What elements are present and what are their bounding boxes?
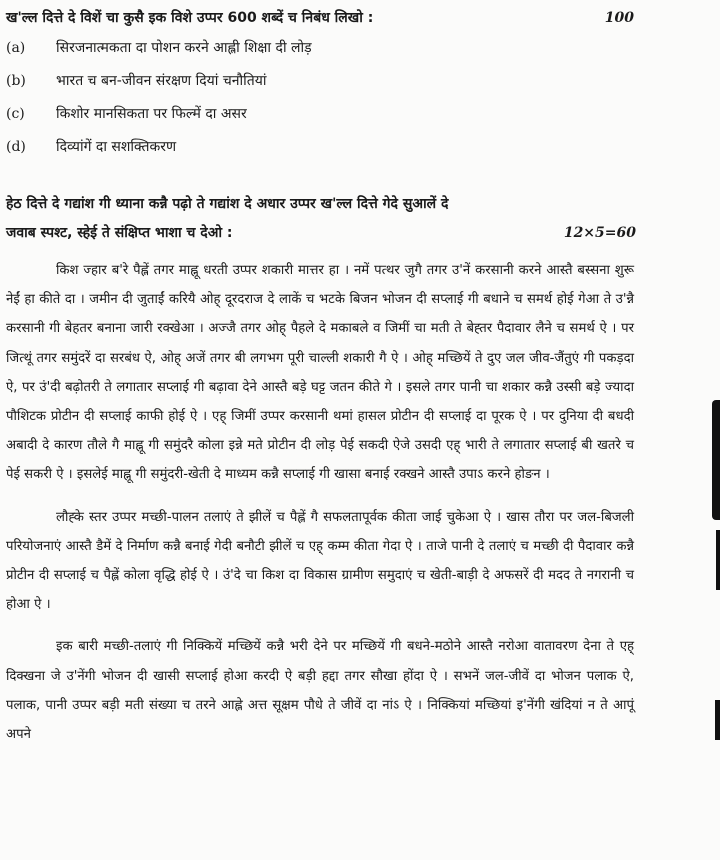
option-text: सिरजनात्मकता दा पोशन करने आह्ली शिक्षा दी लोड़ <box>56 40 312 56</box>
passage-paragraph-3: इक बारी मच्छी-तलाएं गी निक्कियें मच्छियें कन्नै भरी देने पर मच्छियें गी बधने-मठोने आस्तै नरोआ वातावरण देना ते एह् दिक्खना जे उ'नेंगी भोजन दी खासी सप्लाई होआ करदी ऐ बड़ी हद्दा तगर सौखा होंदा ऐ । सभनें जल-जीवें दा भोजन पलाक ऐ, पलाक, पानी उप्पर बड़ी मती संख्या च तरने आह्ले अत्त सूक्षम पौधे ते जीवें दा नांऽ ऐ । निक्कियां मच्छियां इ'नेंगी खंदियां न ते आपूं अपने <box>6 639 634 743</box>
essay-topic-list <box>6 38 646 170</box>
question-1-text: ख'ल्ल दित्ते दे विशें चा कुसै इक विशे उप्पर 600 शब्दें च निबंध लिखो : <box>6 10 374 26</box>
question-2-line-1: हेठ दित्ते दे गद्यांश गी ध्याना कन्नै पढ़ो ते गद्यांश दे अधार उप्पर ख'ल्ल दित्ते गेदे सुआलें दे <box>6 196 449 212</box>
essay-topic-b <box>6 71 646 104</box>
question-2-line-2-row <box>6 219 636 248</box>
question-1-heading <box>6 8 634 28</box>
passage <box>6 256 634 762</box>
passage-paragraph-1: किश ज्हार ब'रे पैह्लें तगर माह्नू धरती उप्पर शकारी मात्तर हा । नमें पत्थर जुगै तगर उ'नें करसानी करने आस्तै बस्सना शुरू नेईं हा कीते दा । जमीन दी जुताईं करियै ओह् दूरदराज दे लाकें च भटके बिजन भोजन दी सप्लाई गी बधाने च समर्थ होई गेआ ते उ'न्नै करसानी गी बेहतर बनाना जारी रक्खेआ । अज्जै तगर ओह् पैहले दे मकाबले व जिमीं चा मती ते बेह्तर पैदावार लैने च समर्थ ऐ । पर जित्थूं तगर समुंदरें दा सरबंध ऐ, ओह् अजें तगर बी लगभग पूरी चाल्ली शकारी गै ऐ । ओह् मच्छियें ते दुए जल जीव-जैंतुएं गी पकड़दा ऐ, पर उं'दी बढ़ोतरी ते लगातार सप्लाई गी बढ़ावा देने आस्तै बड़े घट्ट जतन कीते गे । इसले तगर पानी चा शकार कन्नै उस्सी बड़े ज्यादा पौशिटक प्रोटीन दी सप्लाई काफी होई ऐ । एह् जिमीं उप्पर करसानी थमां हासल प्रोटीन दी सप्लाई दा पूरक ऐ । पर दुनिया दी बधदी अबादी दे कारण तौले गै माह्नू गी समुंदरै कोला इन्ने मते प्रोटीन दी लोड़ पेई सकदी ऐजे उसदी एह् भारी ते लगातार सप्लाई बी खतरे च पेई सकरी ऐ । इसलेई माह्नू गी समुंदरी-खेती दे माध्यम कन्नै सप्लाई गी खासा बनाई रक्खने आस्तै उपाऽ करने होङन । <box>6 263 634 483</box>
option-label: (a) <box>6 40 26 56</box>
passage-paragraph-2: लौह्के स्तर उप्पर मच्छी-पालन तलाएं ते झीलें च पैह्लें गै सफलतापूर्वक कीता जाई चुकेआ ऐ । खास तौरा पर जल-बिजली परियोजनाएं आस्तै डैमें दे निर्माण कन्नै बनाई गेदी बनौटी झीलें च एह् कम्म कीता गेदा ऐ । ताजे पानी दे तलाएं च मच्छी दी पैदावार कन्नै प्रोटीन दी सप्लाई च पैह्लें कोला वृद्धि होई ऐ । उं'दे चा किश दा विकास ग्रामीण समुदाएं च खेती-बाड़ी दे अफसरें दी मदद ते नगरानी च होआ ऐ । <box>6 509 634 613</box>
option-text: भारत च बन-जीवन संरक्षण दियां चनौतियां <box>56 73 267 89</box>
option-text: दिव्यांगें दा सशक्तिकरण <box>56 139 177 155</box>
question-2-heading <box>6 190 636 248</box>
option-label: (c) <box>6 106 25 122</box>
option-text: किशोर मानसिकता पर फिल्में दा असर <box>56 106 247 122</box>
question-2-line-2: जवाब स्पश्ट, स्हेई ते संक्षिप्त भाशा च देओ : <box>6 225 233 241</box>
scan-edge-mark <box>715 700 720 740</box>
option-label: (d) <box>6 139 26 155</box>
option-label: (b) <box>6 73 26 89</box>
scan-edge-mark <box>716 530 720 590</box>
question-2-marks: 12×5=60 <box>563 225 636 241</box>
scan-edge-mark <box>712 400 720 520</box>
essay-topic-d <box>6 137 646 170</box>
question-1-marks: 100 <box>604 10 634 26</box>
essay-topic-c <box>6 104 646 137</box>
essay-topic-a <box>6 38 646 71</box>
